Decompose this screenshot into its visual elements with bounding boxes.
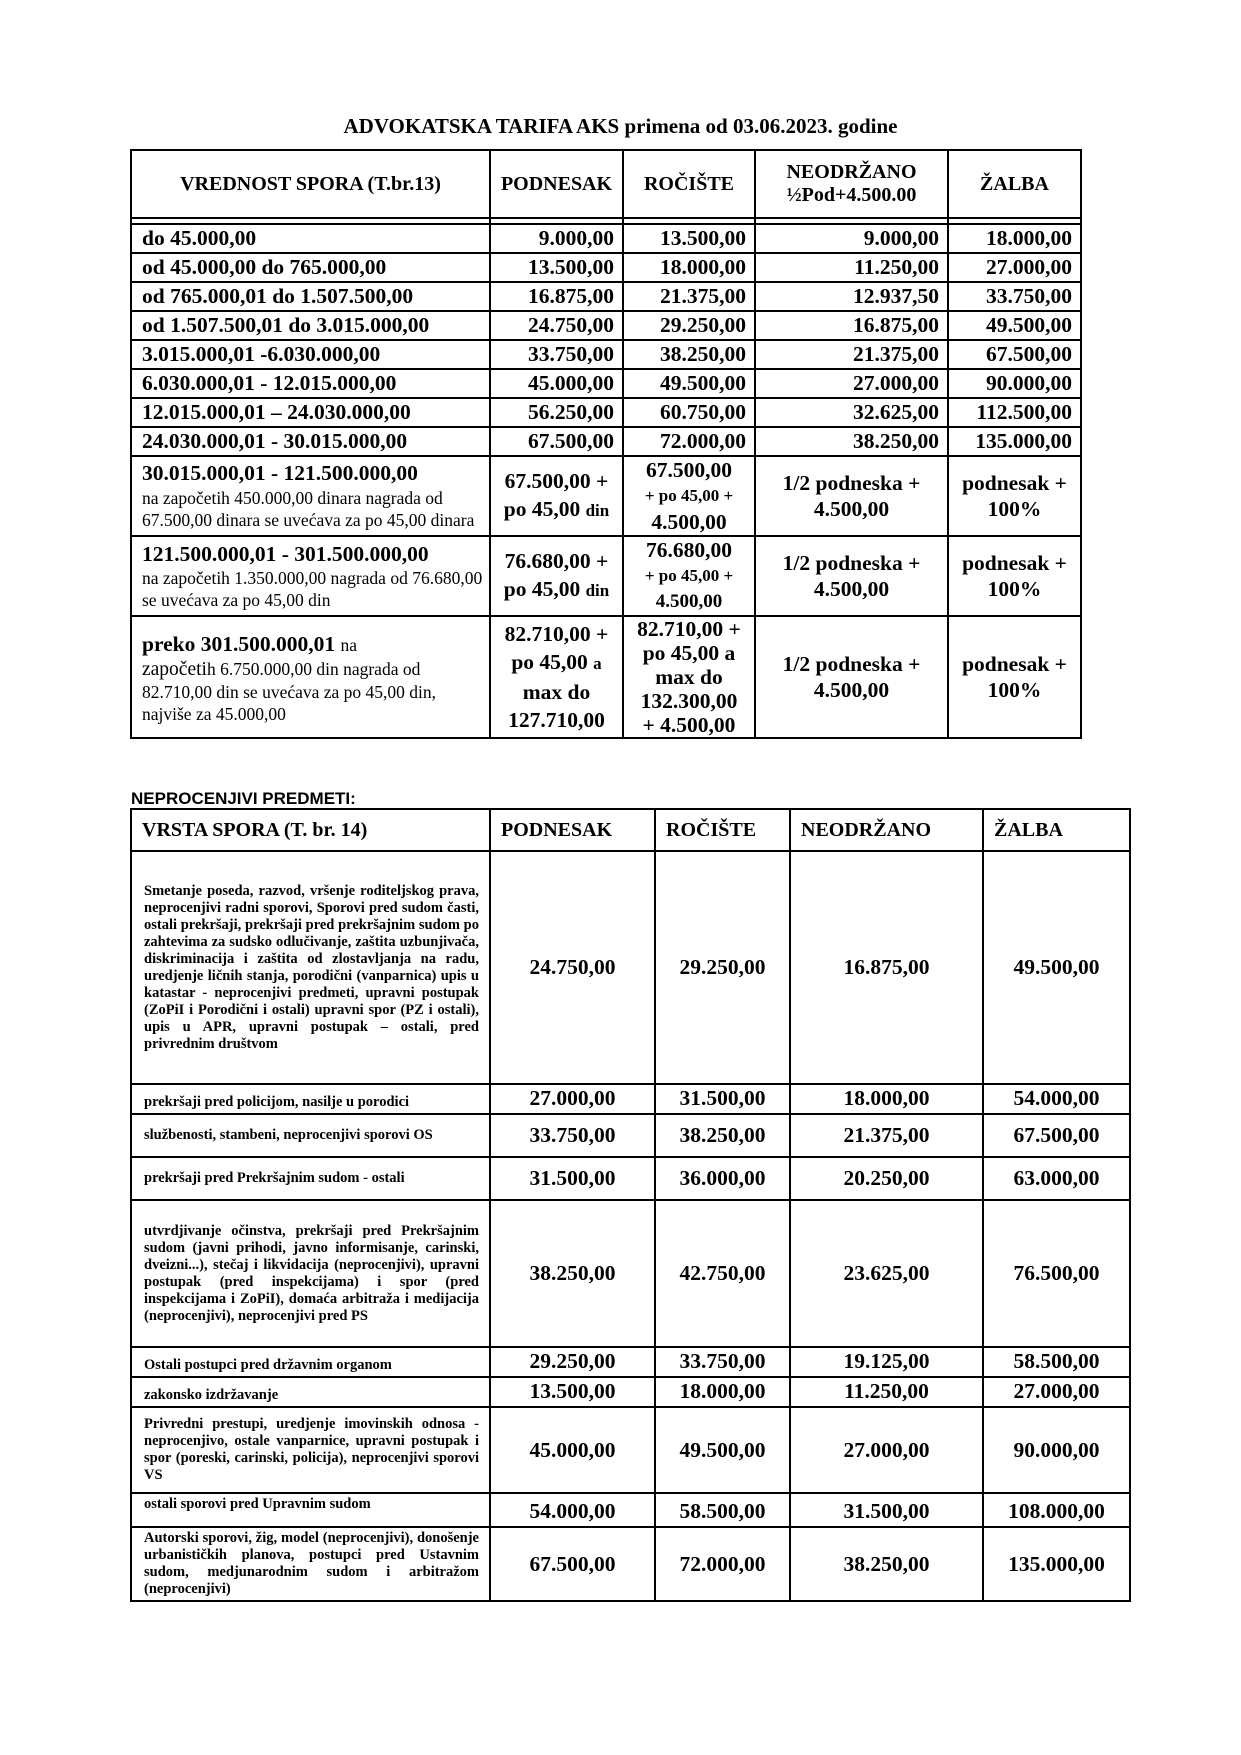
cell-rociste: 38.250,00 xyxy=(655,1114,790,1157)
range-label: preko 301.500.000,01 xyxy=(142,631,336,656)
cell-vrsta: prekršaji pred policijom, nasilje u porodici xyxy=(131,1084,490,1114)
cell-rociste: 31.500,00 xyxy=(655,1084,790,1114)
table-row xyxy=(131,282,1081,311)
cell-rociste: 38.250,00 xyxy=(623,340,755,369)
cell-zalba: 63.000,00 xyxy=(983,1157,1130,1200)
cell-range: od 1.507.500,01 do 3.015.000,00 xyxy=(131,311,490,340)
table-row xyxy=(131,427,1081,456)
table-row xyxy=(131,1084,1130,1114)
cell-neodrzano: 18.000,00 xyxy=(790,1084,983,1114)
cell-zalba: 135.000,00 xyxy=(983,1527,1130,1601)
header-zalba: ŽALBA xyxy=(948,150,1081,218)
cell-rociste: 76.680,00 + po 45,00 + 4.500,00 xyxy=(623,536,755,616)
cell-zalba: 135.000,00 xyxy=(948,427,1081,456)
tariff-table-unvalued xyxy=(130,808,1131,1602)
cell-zalba: 27.000,00 xyxy=(983,1377,1130,1407)
cell-neodrzano: 38.250,00 xyxy=(755,427,948,456)
cell-neodrzano: 32.625,00 xyxy=(755,398,948,427)
cell-rociste: 29.250,00 xyxy=(623,311,755,340)
table-row xyxy=(131,311,1081,340)
cell-vrsta: prekršaji pred Prekršajnim sudom - ostali xyxy=(131,1157,490,1200)
cell-neodrzano: 20.250,00 xyxy=(790,1157,983,1200)
cell-zalba: 67.500,00 xyxy=(983,1114,1130,1157)
cell-podnesak: 56.250,00 xyxy=(490,398,623,427)
cell-rociste: 18.000,00 xyxy=(623,253,755,282)
cell-rociste: 42.750,00 xyxy=(655,1200,790,1347)
table-row xyxy=(131,1114,1130,1157)
cell-podnesak: 76.680,00 + po 45,00 din xyxy=(490,536,623,616)
cell-zalba: 58.500,00 xyxy=(983,1347,1130,1377)
cell-neodrzano: 27.000,00 xyxy=(755,369,948,398)
cell-vrsta: Ostali postupci pred državnim organom xyxy=(131,1347,490,1377)
cell-podnesak: 9.000,00 xyxy=(490,224,623,253)
cell-zalba: podnesak + 100% xyxy=(948,616,1081,738)
cell-range: od 765.000,01 do 1.507.500,00 xyxy=(131,282,490,311)
table-row xyxy=(131,340,1081,369)
cell-zalba: podnesak + 100% xyxy=(948,536,1081,616)
cell-podnesak: 54.000,00 xyxy=(490,1493,655,1527)
cell-rociste: 72.000,00 xyxy=(655,1527,790,1601)
range-note: na započetih 450.000,00 dinara nagrada od 67.500,00 dinara se uvećava za po 45,00 dinara xyxy=(142,488,475,530)
table-row: preko 301.500.000,01 na započetih 6.750.000,00 din nagrada od 82.710,00 din se uvećava za po 45,00 din, najviše za 45.000,00 82.710,00 + po 45,00 a max do 127.710,00 82.710,00 + po 45,00 a max do 132.300,00 + 4.500,00 1/2 podneska + 4.500,00 podnesak + 100% xyxy=(131,616,1081,738)
header-rociste: ROČIŠTE xyxy=(623,150,755,218)
cell-vrsta: službenosti, stambeni, neprocenjivi sporovi OS xyxy=(131,1114,490,1157)
table-row xyxy=(131,1157,1130,1200)
cell-vrsta: Autorski sporovi, žig, model (neprocenjivi), donošenje urbanističkih planova, postupci pred Ustavnim sudom, medjunarodnim sudom i arbitražom (neprocenjivi) xyxy=(131,1527,490,1601)
cell-rociste: 82.710,00 + po 45,00 a max do 132.300,00 + 4.500,00 xyxy=(623,616,755,738)
cell-neodrzano: 11.250,00 xyxy=(790,1377,983,1407)
cell-rociste: 21.375,00 xyxy=(623,282,755,311)
document-title: ADVOKATSKA TARIFA AKS primena od 03.06.2023. godine xyxy=(343,114,898,138)
cell-neodrzano: 31.500,00 xyxy=(790,1493,983,1527)
table-row xyxy=(131,253,1081,282)
cell-zalba: 67.500,00 xyxy=(948,340,1081,369)
table-row xyxy=(131,851,1130,1084)
cell-range: 24.030.000,01 - 30.015.000,00 xyxy=(131,427,490,456)
table-row xyxy=(131,1200,1130,1347)
cell-range: do 45.000,00 xyxy=(131,224,490,253)
header-rociste: ROČIŠTE xyxy=(655,809,790,851)
cell-podnesak: 24.750,00 xyxy=(490,851,655,1084)
header-vrsta-spora: VRSTA SPORA (T. br. 14) xyxy=(131,809,490,851)
header-vrednost-spora: VREDNOST SPORA (T.br.13) xyxy=(131,150,490,218)
cell-rociste: 60.750,00 xyxy=(623,398,755,427)
cell-rociste: 49.500,00 xyxy=(623,369,755,398)
cell-neodrzano: 1/2 podneska + 4.500,00 xyxy=(755,536,948,616)
cell-podnesak: 45.000,00 xyxy=(490,1407,655,1493)
cell-zalba: 49.500,00 xyxy=(948,311,1081,340)
header-podnesak: PODNESAK xyxy=(490,809,655,851)
header-podnesak: PODNESAK xyxy=(490,150,623,218)
cell-rociste: 13.500,00 xyxy=(623,224,755,253)
table-row xyxy=(131,1527,1130,1601)
cell-neodrzano: 1/2 podneska + 4.500,00 xyxy=(755,456,948,536)
cell-neodrzano: 21.375,00 xyxy=(790,1114,983,1157)
cell-range: 6.030.000,01 - 12.015.000,00 xyxy=(131,369,490,398)
table-row xyxy=(131,224,1081,253)
cell-neodrzano: 16.875,00 xyxy=(755,311,948,340)
range-note: na započetih 1.350.000,00 nagrada od 76.680,00 se uvećava za po 45,00 din xyxy=(142,568,483,610)
table-header-row xyxy=(131,809,1130,851)
header-neodrzano: NEODRŽANO ½Pod+4.500.00 xyxy=(755,150,948,218)
cell-neodrzano: 38.250,00 xyxy=(790,1527,983,1601)
cell-podnesak: 67.500,00 xyxy=(490,1527,655,1601)
cell-zalba: 54.000,00 xyxy=(983,1084,1130,1114)
cell-neodrzano: 27.000,00 xyxy=(790,1407,983,1493)
cell-zalba: 108.000,00 xyxy=(983,1493,1130,1527)
table-row xyxy=(131,1493,1130,1527)
neprocenjivi-heading: NEPROCENJIVI PREDMETI: xyxy=(131,789,356,808)
cell-range: od 45.000,00 do 765.000,00 xyxy=(131,253,490,282)
range-note: h 6.750.000,00 din nagrada od 82.710,00 din se uvećava za po 45,00 din, najviše za 45.000,00 xyxy=(142,658,437,724)
cell-podnesak: 24.750,00 xyxy=(490,311,623,340)
cell-neodrzano: 16.875,00 xyxy=(790,851,983,1084)
cell-zalba: 90.000,00 xyxy=(983,1407,1130,1493)
cell-podnesak: 13.500,00 xyxy=(490,1377,655,1407)
tariff-table-valued xyxy=(130,149,1082,739)
cell-podnesak: 45.000,00 xyxy=(490,369,623,398)
table-row xyxy=(131,1407,1130,1493)
cell-neodrzano: 9.000,00 xyxy=(755,224,948,253)
cell-podnesak: 67.500,00 xyxy=(490,427,623,456)
cell-zalba: 112.500,00 xyxy=(948,398,1081,427)
cell-vrsta: Smetanje poseda, razvod, vršenje roditeljskog prava, neprocenjivi radni sporovi, Sporovi pred sudom časti, ostali prekršaji, prekršaji pred prekršajnim sudom po zahtevima za sudsko odlučivanje, zaštita uzbunjivača, diskriminacija i zaštita od zlostavljanja na radu, uredjenje ličnih stanja, porodični (vanparnica) upis u katastar - neprocenjivi predmeti, upravni postupak (ZoPiI i Porodični i ostali) upravni spor (PZ i ostali), upis u APR, upravni postupak – ostali, pred privrednim društvom xyxy=(131,851,490,1084)
cell-neodrzano: 1/2 podneska + 4.500,00 xyxy=(755,616,948,738)
table-row xyxy=(131,1347,1130,1377)
cell-rociste: 67.500,00 + po 45,00 + 4.500,00 xyxy=(623,456,755,536)
cell-rociste: 49.500,00 xyxy=(655,1407,790,1493)
table-row xyxy=(131,398,1081,427)
cell-rociste: 29.250,00 xyxy=(655,851,790,1084)
range-label: 30.015.000,01 - 121.500.000,00 xyxy=(142,461,418,485)
cell-zalba: 49.500,00 xyxy=(983,851,1130,1084)
cell-neodrzano: 11.250,00 xyxy=(755,253,948,282)
cell-podnesak: 38.250,00 xyxy=(490,1200,655,1347)
header-zalba: ŽALBA xyxy=(983,809,1130,851)
cell-podnesak: 29.250,00 xyxy=(490,1347,655,1377)
cell-podnesak: 67.500,00 + po 45,00 din xyxy=(490,456,623,536)
table-header-row xyxy=(131,150,1081,218)
cell-rociste: 33.750,00 xyxy=(655,1347,790,1377)
cell-podnesak: 33.750,00 xyxy=(490,340,623,369)
cell-neodrzano: 23.625,00 xyxy=(790,1200,983,1347)
cell-podnesak: 82.710,00 + po 45,00 a max do 127.710,00 xyxy=(490,616,623,738)
cell-vrsta: zakonsko izdržavanje xyxy=(131,1377,490,1407)
table-row xyxy=(131,536,1081,616)
cell-vrsta: Privredni prestupi, uredjenje imovinskih odnosa - neprocenjivo, ostale vanparnice, upravni postupak i spor (poreski, carinski, policija), neprocenjivi sporovi VS xyxy=(131,1407,490,1493)
table-row xyxy=(131,1377,1130,1407)
table-row xyxy=(131,369,1081,398)
cell-zalba: 76.500,00 xyxy=(983,1200,1130,1347)
range-label: 121.500.000,01 - 301.500.000,00 xyxy=(142,542,429,566)
cell-rociste: 18.000,00 xyxy=(655,1377,790,1407)
cell-zalba: 33.750,00 xyxy=(948,282,1081,311)
cell-vrsta: utvrdjivanje očinstva, prekršaji pred Prekršajnim sudom (javni prihodi, javno informisanje, carinski, dveizni...), stečaj i likvidacija (neprocenjivi), upravni postupak (pred inspekcijama) i spor (pred inspekcijama i ZoPiI), domaća arbitraža i medijacija (neprocenjivi), neprocenjivi pred PS xyxy=(131,1200,490,1347)
cell-podnesak: 33.750,00 xyxy=(490,1114,655,1157)
cell-rociste: 58.500,00 xyxy=(655,1493,790,1527)
cell-neodrzano: 21.375,00 xyxy=(755,340,948,369)
cell-range: 3.015.000,01 -6.030.000,00 xyxy=(131,340,490,369)
table-row xyxy=(131,456,1081,536)
cell-vrsta: ostali sporovi pred Upravnim sudom xyxy=(131,1493,490,1527)
cell-zalba: podnesak + 100% xyxy=(948,456,1081,536)
header-neodrzano: NEODRŽANO xyxy=(790,809,983,851)
cell-rociste: 36.000,00 xyxy=(655,1157,790,1200)
cell-podnesak: 27.000,00 xyxy=(490,1084,655,1114)
cell-zalba: 18.000,00 xyxy=(948,224,1081,253)
cell-rociste: 72.000,00 xyxy=(623,427,755,456)
cell-range: 12.015.000,01 – 24.030.000,00 xyxy=(131,398,490,427)
cell-neodrzano: 19.125,00 xyxy=(790,1347,983,1377)
cell-zalba: 27.000,00 xyxy=(948,253,1081,282)
cell-zalba: 90.000,00 xyxy=(948,369,1081,398)
cell-neodrzano: 12.937,50 xyxy=(755,282,948,311)
cell-podnesak: 13.500,00 xyxy=(490,253,623,282)
cell-podnesak: 16.875,00 xyxy=(490,282,623,311)
cell-podnesak: 31.500,00 xyxy=(490,1157,655,1200)
